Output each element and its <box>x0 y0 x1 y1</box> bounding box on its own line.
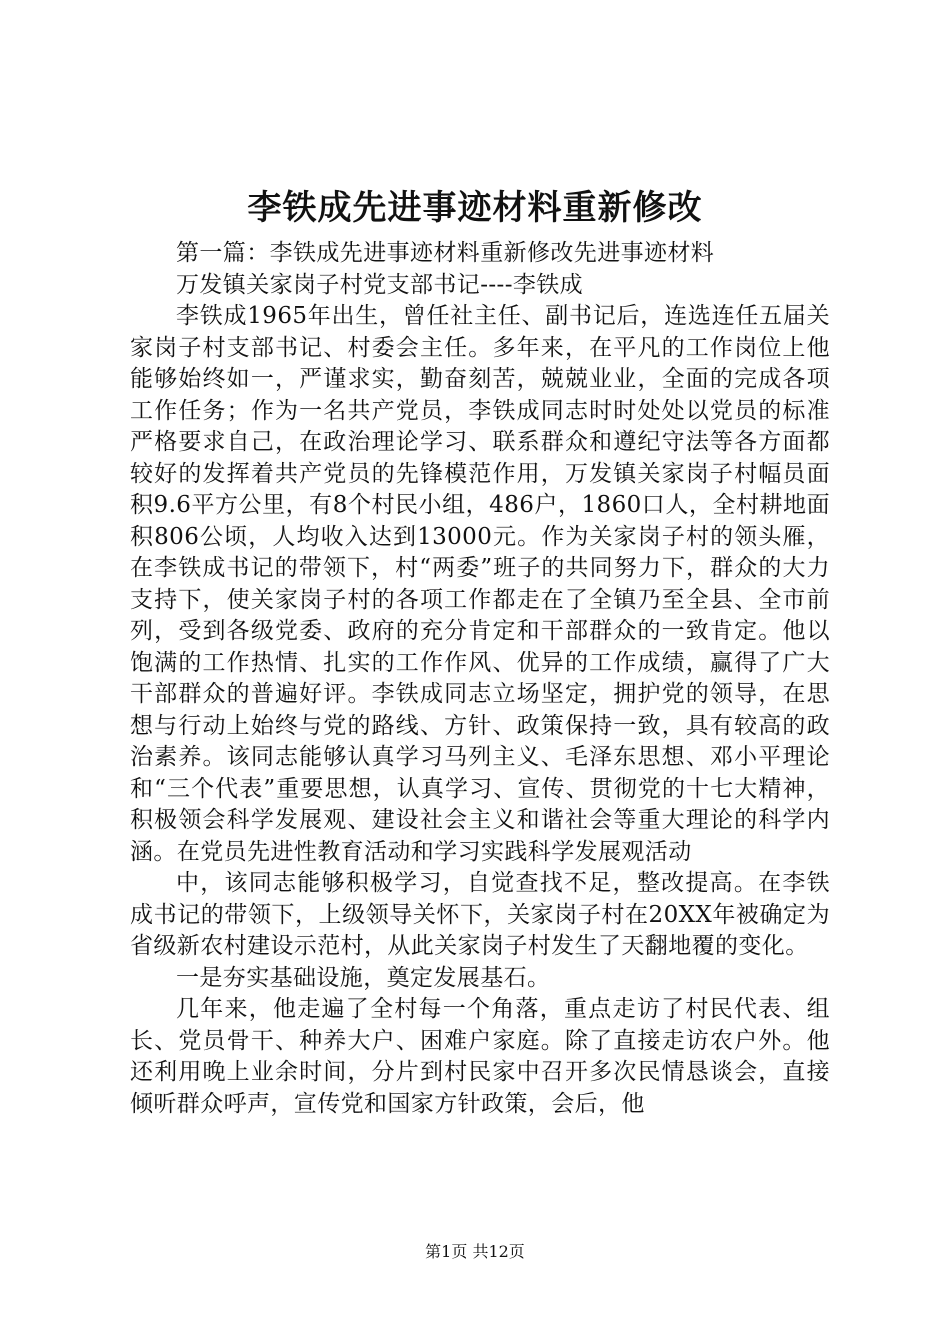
paragraph-heading-one: 一是夯实基础设施，奠定发展基石。 <box>176 964 551 991</box>
paragraph-visits: 几年来，他走遍了全村每一个角落，重点走访了村民代表、组长、党员骨干、种养大户、困难户家庭。除了直接走访农户外。他还利用晚上业余时间，分片到村民家中召开多次民情恳谈会，直接倾听群众呼声，宣传党和国家方针政策，会后，他 <box>130 996 830 1117</box>
paragraph-author: 万发镇关家岗子村党支部书记----李铁成 <box>176 271 584 298</box>
document-body <box>130 238 830 1120</box>
page-number: 第1页 共12页 <box>425 1242 525 1261</box>
paragraph-subtitle: 第一篇：李铁成先进事迹材料重新修改先进事迹材料 <box>176 240 715 266</box>
paragraph-continuation: 中，该同志能够积极学习，自觉查找不足，整改提高。在李铁成书记的带领下，上级领导关怀下，关家岗子村在20XX年被确定为省级新农村建设示范村，从此关家岗子村发生了天翻地覆的变化。 <box>130 870 830 959</box>
document-title: 李铁成先进事迹材料重新修改 <box>247 188 703 228</box>
paragraph-main: 李铁成1965年出生，曾任社主任、副书记后，连选连任五届关家岗子村支部书记、村委会主任。多年来，在平凡的工作岗位上他能够始终如一，严谨求实，勤奋刻苦，兢兢业业，全面的完成各项工作任务；作为一名共产党员，李铁成同志时时处处以党员的标准严格要求自己，在政治理论学习、联系群众和遵纪守法等各方面都较好的发挥着共产党员的先锋模范作用，万发镇关家岗子村幅员面积9.6平方公里，有8个村民小组，486户，1860口人，全村耕地面积806公顷，人均收入达到13000元。作为关家岗子村的领头雁，在李铁成书记的带领下，村“两委”班子的共同努力下，群众的大力支持下，使关家岗子村的各项工作都走在了全镇乃至全县、全市前列，受到各级党委、政府的充分肯定和干部群众的一致肯定。他以饱满的工作热情、扎实的工作作风、优异的工作成绩，赢得了广大干部群众的普遍好评。李铁成同志立场坚定，拥护党的领导，在思想与行动上始终与党的路线、方针、政策保持一致，具有较高的政治素养。该同志能够认真学习马列主义、毛泽东思想、邓小平理论和“三个代表”重要思想，认真学习、宣传、贯彻党的十七大精神，积极领会科学发展观、建设社会主义和谐社会等重大理论的科学内涵。在党员先进性教育活动和学习实践科学发展观活动 <box>130 303 830 865</box>
